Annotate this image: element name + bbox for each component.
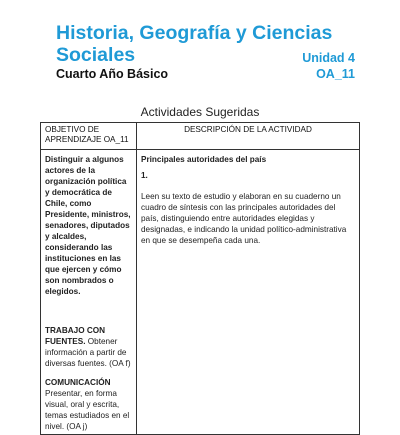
skill-comunicacion	[45, 377, 132, 432]
oa-code: OA_11	[316, 67, 355, 81]
objective-text: Distinguir a algunos actores de la organización política y democrática de Chile, como Presidente, ministros, senadores, diputados y alcaldes, considerando las instituciones en las que ejercen y cómo son nombrados o elegidos.	[45, 155, 131, 296]
table-header-row	[41, 123, 360, 150]
table-row	[41, 150, 360, 435]
activity-number: 1.	[141, 171, 148, 180]
activity-header: DESCRIPCIÓN DE LA ACTIVIDAD	[137, 123, 360, 150]
subject-title: Historia, Geografía y Ciencias Sociales	[56, 22, 333, 66]
grade-label: Cuarto Año Básico	[56, 67, 169, 81]
activity-table	[40, 122, 360, 435]
unit-label: Unidad 4	[302, 51, 355, 65]
activity-title: Principales autoridades del país	[141, 155, 267, 164]
skill-trabajo-fuentes	[45, 325, 132, 369]
section-heading: Actividades Sugeridas	[140, 105, 260, 119]
activity-description: Leen su texto de estudio y elaboran en su cuaderno un cuadro de síntesis con las principales autoridades del país, distinguiendo entre autoridades elegidas y designadas, e indicando la unidad político-administrativa en que se desempeña cada una.	[141, 192, 347, 245]
objective-cell	[41, 150, 137, 435]
skill-label: TRABAJO CON FUENTES.	[45, 326, 106, 346]
skill-text: Obtener información a partir de diversas fuentes. (OA f)	[45, 337, 131, 368]
objective-header: OBJETIVO DE APRENDIZAJE OA_11	[41, 123, 137, 150]
skill-text: Presentar, en forma visual, oral y escrita, temas estudiados en el nivel. (OA j)	[45, 389, 130, 431]
activity-cell	[137, 150, 360, 435]
skill-label: COMUNICACIÓN	[45, 378, 111, 387]
